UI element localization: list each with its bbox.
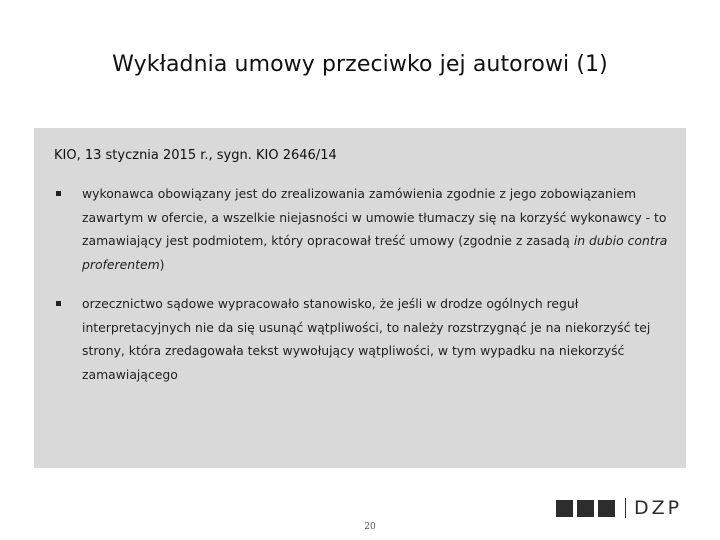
- bullet-text-end: ): [159, 256, 165, 272]
- bullet-text: orzecznictwo sądowe wypracowało stanowisko, że jeśli w drodze ogólnych reguł interpretacyjnych nie da się usunąć wątpliwości, to należy rozstrzygnąć je na niekorzyść tej strony, która zredagowała tekst wywołujący wątpliwości, w tym wypadku na niekorzyść zamawiającego: [82, 296, 651, 382]
- page-number: 20: [364, 522, 376, 532]
- square-bullet-icon: [56, 301, 61, 306]
- bullet-list: [54, 182, 678, 386]
- bullet-item-1: [54, 182, 678, 276]
- dzp-logo: [556, 498, 682, 518]
- bullet-text: wykonawca obowiązany jest do zrealizowania zamówienia zgodnie z jego zobowiązaniem zawartym w ofercie, a wszelkie niejasności w umowie tłumaczy się na korzyść wykonawcy - to zamawiający jest podmiotem, który opracował treść umowy (zgodnie z zasadą: [82, 186, 667, 248]
- logo-divider: [625, 498, 626, 518]
- content-box: [34, 128, 686, 468]
- logo-square-icon: [556, 500, 573, 517]
- logo-square-icon: [598, 500, 615, 517]
- case-reference: KIO, 13 stycznia 2015 r., sygn. KIO 2646/14: [54, 148, 337, 163]
- logo-text: DZP: [634, 497, 683, 519]
- latin-phrase: in dubio contra proferentem: [82, 233, 668, 272]
- logo-square-icon: [577, 500, 594, 517]
- bullet-item-2: [54, 292, 678, 386]
- square-bullet-icon: [56, 191, 61, 196]
- slide-title: Wykładnia umowy przeciwko jej autorowi (1): [112, 52, 608, 77]
